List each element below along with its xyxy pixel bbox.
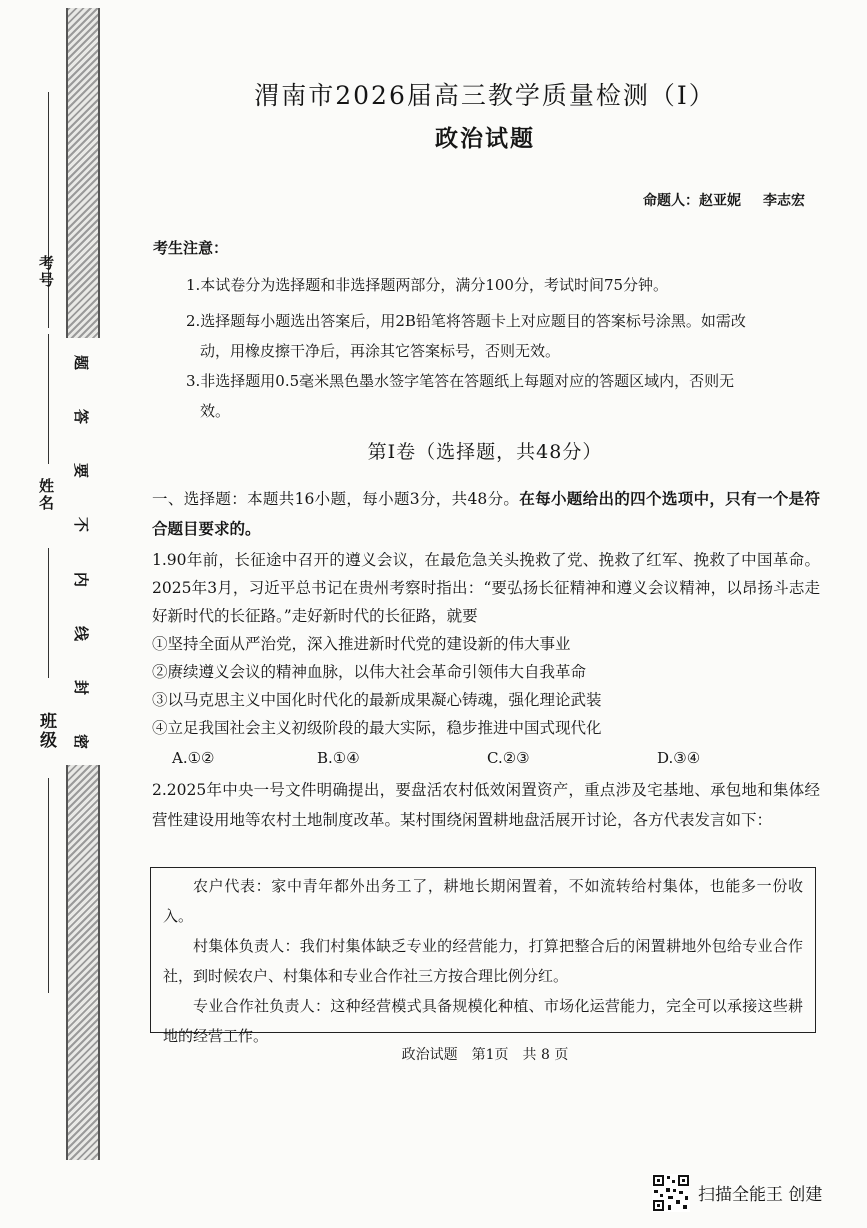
seal-hatch-bottom [66, 765, 100, 1160]
question-1-option-b: B.①④ [317, 749, 360, 767]
class-line[interactable] [48, 778, 49, 993]
seal-char: 要 [72, 463, 91, 479]
author-2: 李志宏 [763, 193, 805, 209]
question-2-material-box [150, 867, 816, 1045]
notice-item-2 [186, 306, 812, 366]
material-cooperative: 专业合作社负责人：这种经营模式具备规模化种植、市场化运营能力，完全可以承接这些耕地的经营工作。 [163, 997, 803, 1045]
exam-title: 渭南市2026届高三教学质量检测（Ⅰ） [254, 81, 716, 110]
qr-code-icon [652, 1174, 690, 1212]
question-1-option-d: D.③④ [657, 749, 701, 767]
notice-item-2-line1: 2.选择题每小题选出答案后，用2B铅笔将答题卡上对应题目的答案标号涂黑。如需改 [186, 312, 746, 330]
notice-item-1: 1.本试卷分为选择题和非选择题两部分，满分100分，考试时间75分钟。 [186, 276, 669, 294]
question-1-statement-3: ③以马克思主义中国化时代化的最新成果凝心铸魂，强化理论武装 [152, 691, 602, 709]
section-intro-normal: 一、选择题：本题共16小题，每小题3分，共48分。 [152, 490, 520, 508]
exam-no-label: 考号 [37, 255, 55, 289]
notice-item-3-line1: 3.非选择题用0.5毫米黑色墨水签字笔答在答题纸上每题对应的答题区域内，否则无 [186, 372, 735, 390]
authors [643, 190, 805, 210]
notice-item-2-line2: 动，用橡皮擦干净后，再涂其它答案标号，否则无效。 [200, 342, 561, 360]
material-village: 村集体负责人：我们村集体缺乏专业的经营能力，打算把整合后的闲置耕地外包给专业合作社，到时候农户、村集体和专业合作社三方按合理比例分红。 [163, 937, 803, 985]
seal-char: 不 [72, 517, 91, 533]
seal-char: 答 [72, 409, 91, 425]
question-1 [152, 546, 820, 742]
name-line-lower[interactable] [48, 548, 49, 678]
section-intro [152, 484, 820, 544]
exam-subject: 政治试题 [435, 125, 535, 152]
seal-char: 题 [72, 354, 91, 371]
question-1-option-c: C.②③ [487, 749, 530, 767]
seal-char: 内 [72, 571, 91, 587]
notice-heading: 考生注意： [153, 239, 229, 257]
notice-item-3-line2: 效。 [200, 402, 231, 420]
section-intro-bold: 在每小题给出的四个选项中，只有一个是符合题目要求的。 [152, 489, 820, 538]
scanner-watermark: 扫描全能王 创建 [698, 1185, 823, 1205]
question-1-statement-2: ②赓续遵义会议的精神血脉，以伟大社会革命引领伟大自我革命 [152, 663, 587, 681]
name-label: 姓名 [37, 478, 55, 512]
authors-label: 命题人：赵亚妮 [643, 193, 741, 209]
class-label: 班级 [36, 712, 56, 750]
seal-char: 线 [72, 625, 91, 641]
seal-char: 密 [72, 733, 91, 749]
page-footer: 政治试题 第1页 共 8 页 [401, 1047, 569, 1063]
seal-hatch-top [66, 8, 100, 338]
seal-char: 封 [72, 679, 91, 695]
question-1-option-a: A.①② [172, 749, 215, 767]
seal-line-text [69, 352, 95, 752]
question-1-statement-4: ④立足我国社会主义初级阶段的最大实际，稳步推进中国式现代化 [152, 719, 602, 737]
question-1-stem: 1.90年前，长征途中召开的遵义会议，在最危急关头挽救了党、挽救了红军、挽救了中国革命。2025年3月，习近平总书记在贵州考察时指出：“要弘扬长征精神和遵义会议精神，以昂扬斗志走好新时代的长征路。”走好新时代的长征路，就要 [152, 551, 820, 625]
section-title: 第Ⅰ卷（选择题，共48分） [367, 441, 603, 463]
exam-no-line[interactable] [48, 92, 49, 328]
question-1-statement-1: ①坚持全面从严治党，深入推进新时代党的建设新的伟大事业 [152, 635, 571, 653]
name-line[interactable] [48, 334, 49, 464]
material-farmer: 农户代表：家中青年都外出务工了，耕地长期闲置着，不如流转给村集体，也能多一份收入。 [163, 877, 803, 925]
notice-item-3 [186, 366, 812, 426]
question-2-stem: 2.2025年中央一号文件明确提出，要盘活农村低效闲置资产，重点涉及宅基地、承包地和集体经营性建设用地等农村土地制度改革。某村围绕闲置耕地盘活展开讨论，各方代表发言如下： [152, 781, 820, 829]
